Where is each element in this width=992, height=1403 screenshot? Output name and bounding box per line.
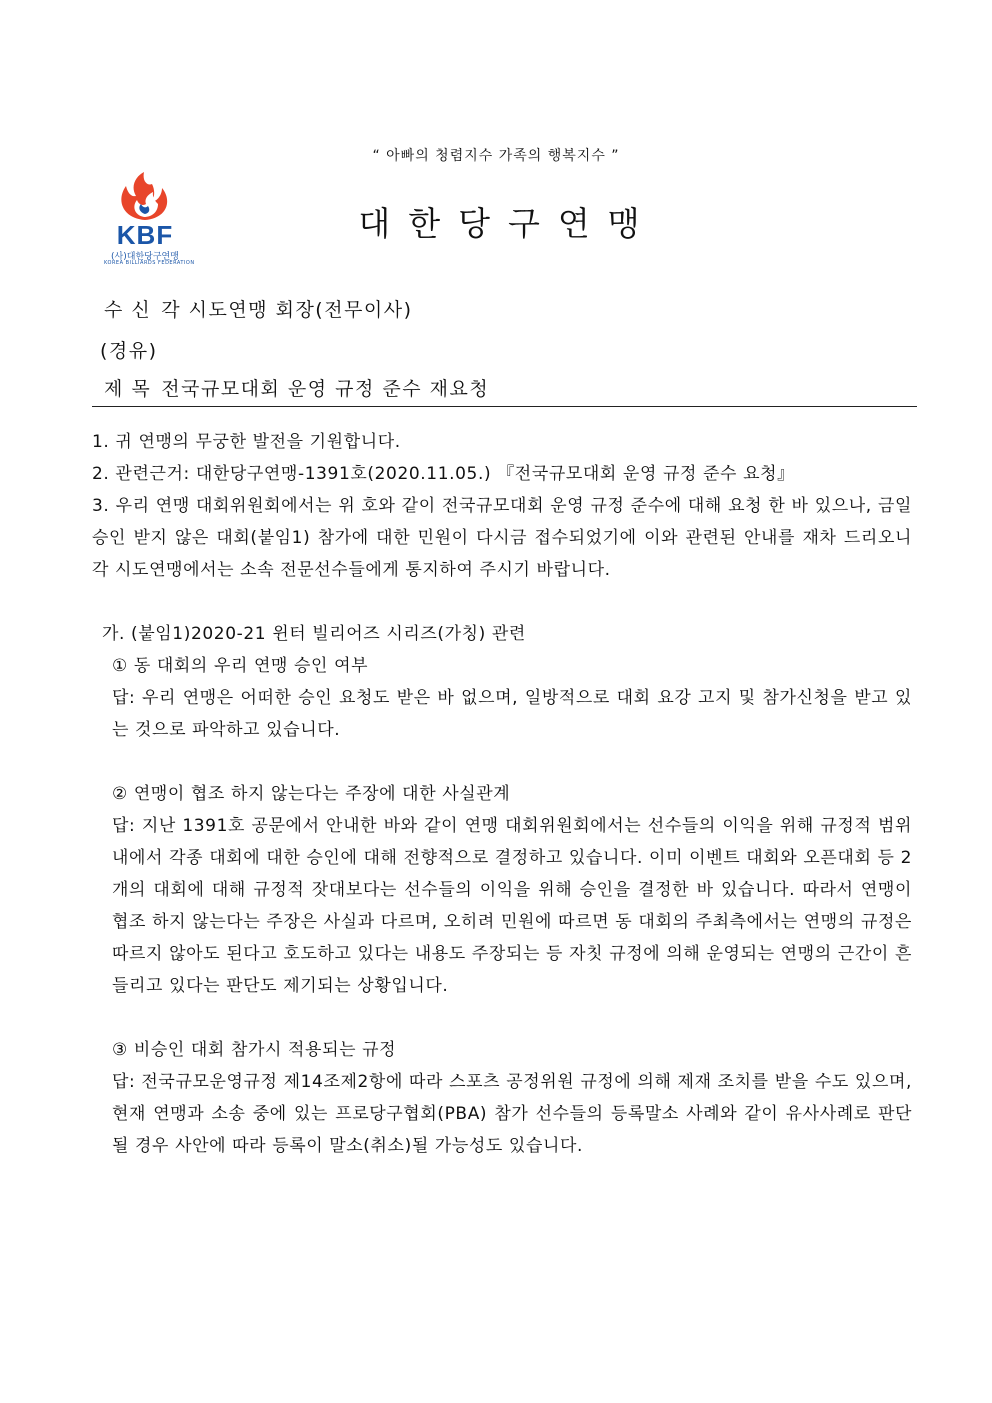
paragraph-2: 2. 관련근거: 대한당구연맹-1391호(2020.11.05.) 『전국규모대회 운영 규정 준수 요청』: [92, 464, 795, 484]
header-divider: [92, 406, 917, 407]
logo-subtitle-en: KOREA BILLIARDS FEDERATION: [104, 260, 195, 266]
recipient-line: [104, 295, 413, 322]
logo-subtitle: (사)대한당구연맹: [111, 252, 179, 262]
recipient-label: 수 신: [104, 299, 152, 321]
answer-3: 답: 전국규모운영규정 제14조제2항에 따라 스포츠 공정위원 규정에 의해 제재 조치를 받을 수도 있으며, 현재 연맹과 소송 중에 있는 프로당구협회(PBA) 참가 선수들의 등록말소 사례와 같이 유사사례로 판단될 경우 사안에 따라 등록이 말소(취소)될 가능성도 있습니다.: [112, 1072, 912, 1156]
via-line: (경유): [100, 340, 158, 362]
spacer: [92, 746, 912, 778]
subject-label: 제 목: [104, 378, 152, 400]
question-1: ① 동 대회의 우리 연맹 승인 여부: [112, 656, 369, 676]
section-title: 가. (붙임1)2020-21 윈터 빌리어즈 시리즈(가칭) 관련: [102, 624, 526, 644]
question-2: ② 연맹이 협조 하지 않는다는 주장에 대한 사실관계: [112, 784, 511, 804]
spacer: [92, 1002, 912, 1034]
spacer: [92, 586, 912, 618]
answer-1: 답: 우리 연맹은 어떠한 승인 요청도 받은 바 없으며, 일방적으로 대회 요강 고지 및 참가신청을 받고 있는 것으로 파악하고 있습니다.: [112, 688, 912, 740]
subject-line: [104, 374, 489, 401]
logo-text: KBF: [116, 220, 174, 250]
question-3: ③ 비승인 대회 참가시 적용되는 규정: [112, 1040, 397, 1060]
subject-value: 전국규모대회 운영 규정 준수 재요청: [161, 378, 490, 400]
org-title: 대한당구연맹: [358, 204, 658, 243]
paragraph-1: 1. 귀 연맹의 무궁한 발전을 기원합니다.: [92, 432, 401, 452]
document-body: [92, 426, 912, 1162]
recipient-value: 각 시도연맹 회장(전무이사): [161, 299, 413, 321]
motto: “ 아빠의 청렴지수 가족의 행복지수 ”: [372, 148, 620, 164]
paragraph-3: 3. 우리 연맹 대회위원회에서는 위 호와 같이 전국규모대회 운영 규정 준수에 대해 요청 한 바 있으나, 금일 승인 받지 않은 대회(붙임1) 참가에 대한 민원이 다시금 접수되었기에 이와 관련된 안내를 재차 드리오니 각 시도연맹에서는 소속 전문선수들에게 통지하여 주시기 바랍니다.: [92, 496, 912, 580]
answer-2: 답: 지난 1391호 공문에서 안내한 바와 같이 연맹 대회위원회에서는 선수들의 이익을 위해 규정적 범위 내에서 각종 대회에 대한 승인에 대해 전향적으로 결정하고 있습니다. 이미 이벤트 대회와 오픈대회 등 2개의 대회에 대해 규정적 잣대보다는 선수들의 이익을 위해 승인을 결정한 바 있습니다. 따라서 연맹이 협조 하지 않는다는 주장은 사실과 다르며, 오히려 민원에 따르면 동 대회의 주최측에서는 연맹의 규정은 따르지 않아도 된다고 호도하고 있다는 내용도 주장되는 등 자칫 규정에 의해 운영되는 연맹의 근간이 흔들리고 있다는 판단도 제기되는 상황입니다.: [112, 816, 912, 996]
